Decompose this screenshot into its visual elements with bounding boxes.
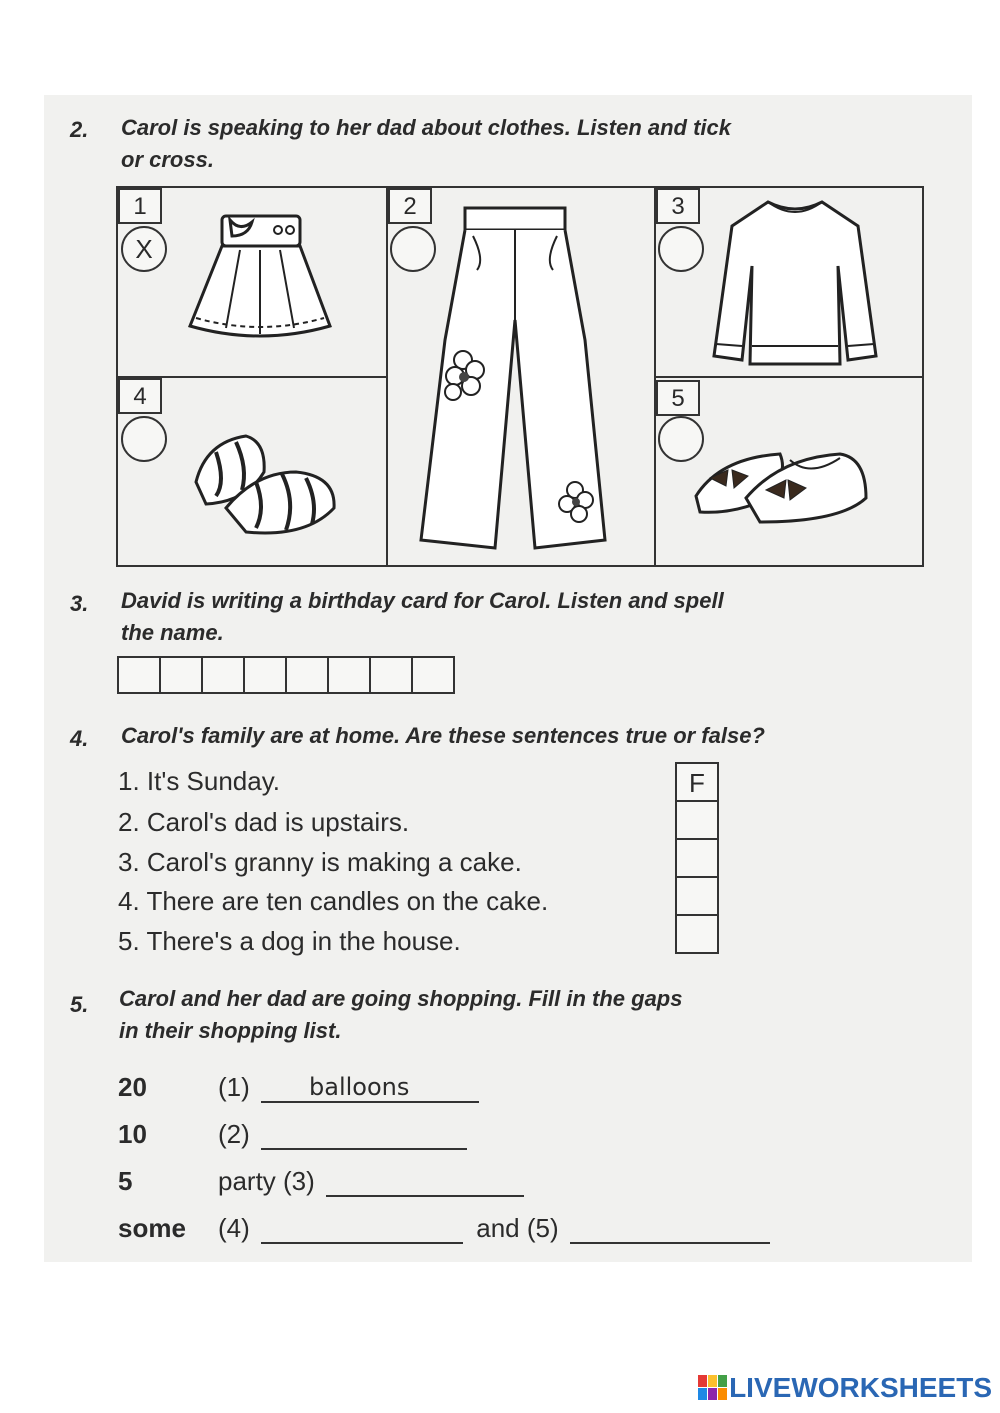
tf-answer-4[interactable] xyxy=(675,876,719,916)
q5-instructions xyxy=(119,983,682,1047)
gap-input-3[interactable] xyxy=(326,1167,524,1197)
tf-answer-5[interactable] xyxy=(675,914,719,954)
true-false-column xyxy=(675,762,723,952)
letter-box[interactable] xyxy=(117,656,161,694)
gap-label-2: (2) xyxy=(218,1119,250,1149)
logo-text: LIVEWORKSHEETS xyxy=(729,1372,992,1403)
shopping-qty-2: 10 xyxy=(118,1119,147,1149)
answer-circle-4[interactable] xyxy=(121,416,167,462)
q4-number: 4. xyxy=(70,726,89,751)
item-number-5: 5 xyxy=(656,380,700,416)
trousers-icon xyxy=(415,200,615,560)
gap-label-4: (4) xyxy=(218,1213,250,1243)
q5-line1: Carol and her dad are going shopping. Fill in the gaps xyxy=(119,986,683,1011)
grid-divider xyxy=(654,376,924,378)
shopping-row-3 xyxy=(218,1166,524,1197)
letter-box[interactable] xyxy=(201,656,245,694)
liveworksheets-logo xyxy=(697,1372,992,1404)
tf-answer-1[interactable]: F xyxy=(675,762,719,802)
letter-box[interactable] xyxy=(411,656,455,694)
q2-number: 2. xyxy=(70,117,89,142)
q4-instructions: Carol's family are at home. Are these sentences true or false? xyxy=(121,723,765,748)
shoes-icon xyxy=(690,418,874,530)
q2-line2: or cross. xyxy=(121,147,214,172)
q3-number: 3. xyxy=(70,591,89,616)
q3-line2: the name. xyxy=(121,620,224,645)
item-number-4: 4 xyxy=(118,378,162,414)
answer-circle-1[interactable]: X xyxy=(121,226,167,272)
shopping-row-2 xyxy=(218,1119,467,1150)
gap-label-1: (1) xyxy=(218,1072,250,1102)
answer-circle-3[interactable] xyxy=(658,226,704,272)
tf-answer-3[interactable] xyxy=(675,838,719,878)
letter-box[interactable] xyxy=(327,656,371,694)
tf-answer-2[interactable] xyxy=(675,800,719,840)
item-number-2: 2 xyxy=(388,188,432,224)
letter-box[interactable] xyxy=(243,656,287,694)
shopping-qty-1: 20 xyxy=(118,1072,147,1102)
q5-number: 5. xyxy=(70,992,89,1017)
item-number-3: 3 xyxy=(656,188,700,224)
letter-box[interactable] xyxy=(285,656,329,694)
sentence-3: 3. Carol's granny is making a cake. xyxy=(118,847,522,877)
sentence-1: 1. It's Sunday. xyxy=(118,766,281,796)
gap-label-5: and (5) xyxy=(476,1213,559,1243)
gap-label-3: party (3) xyxy=(218,1166,315,1196)
liveworksheets-logo-icon xyxy=(697,1374,729,1402)
shopping-qty-4: some xyxy=(118,1213,186,1243)
shopping-row-1 xyxy=(218,1072,479,1103)
q3-instructions xyxy=(121,585,724,649)
sentence-4: 4. There are ten candles on the cake. xyxy=(118,886,549,916)
skirt-icon xyxy=(180,210,340,350)
letter-box[interactable] xyxy=(369,656,413,694)
gap-answer-1: balloons xyxy=(309,1073,410,1101)
jumper-icon xyxy=(708,196,882,372)
q3-line1: David is writing a birthday card for Carol. Listen and spell xyxy=(121,588,724,613)
q2-line1: Carol is speaking to her dad about clothes. Listen and tick xyxy=(121,115,732,140)
sandals-icon xyxy=(186,412,346,542)
item-number-1: 1 xyxy=(118,188,162,224)
sentence-2: 2. Carol's dad is upstairs. xyxy=(118,807,410,837)
sentence-5: 5. There's a dog in the house. xyxy=(118,926,461,956)
shopping-row-4 xyxy=(218,1213,770,1244)
name-spelling-boxes xyxy=(117,656,453,694)
gap-input-2[interactable] xyxy=(261,1120,467,1150)
q2-instructions xyxy=(121,112,731,176)
letter-box[interactable] xyxy=(159,656,203,694)
q5-line2: in their shopping list. xyxy=(119,1018,342,1043)
shopping-qty-3: 5 xyxy=(118,1166,133,1196)
gap-input-1[interactable] xyxy=(261,1073,479,1103)
gap-input-5[interactable] xyxy=(570,1214,770,1244)
gap-input-4[interactable] xyxy=(261,1214,463,1244)
